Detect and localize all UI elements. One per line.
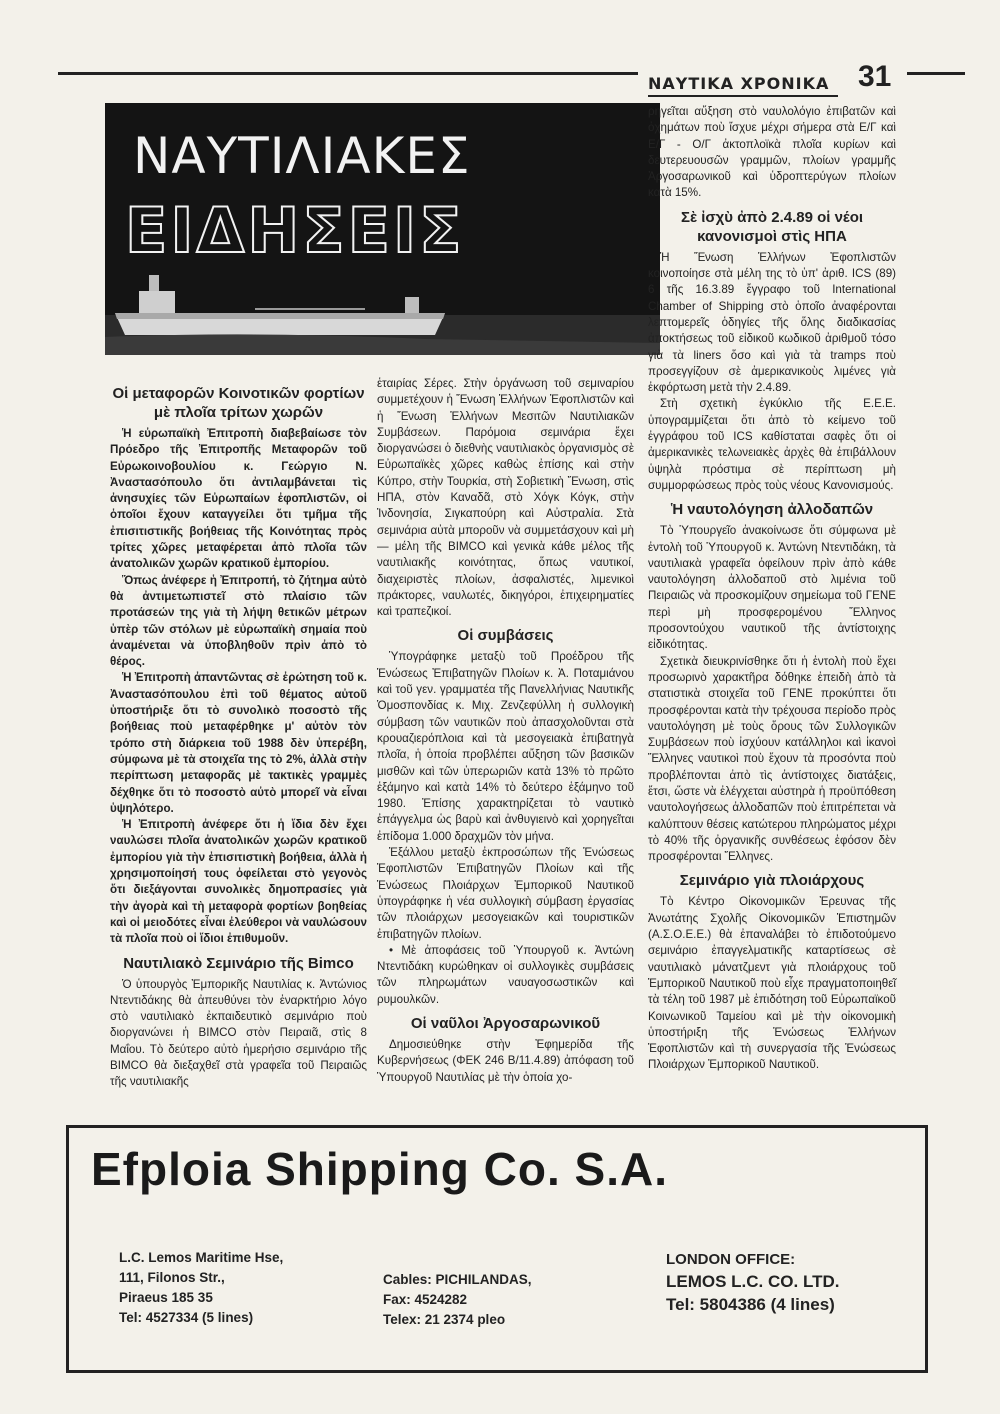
column-2 xyxy=(377,376,634,1086)
paragraph: Τὸ Κέντρο Οἰκονομικῶν Ἐρευνας τῆς Ἀνωτάτης Σχολῆς Οἰκονομικῶν Ἐπιστημῶν (Α.Σ.Ο.Ε.Ε.) θὰ ἐπαναλάβει τὸ ἐπιδοτούμενο σεμινάριο ἐπαγγελματικῆς καταρτίσεως σὲ ναυτιλιακὸ μάνατζμεντ γιὰ πλοιάρχους τοῦ Ἐμπορικοῦ Ναυτικοῦ ποὺ εἶχε πραγματοποιηθεῖ τὰ τέλη τοῦ 1987 μὲ ἐπιδότηση τοῦ Εὐρωπαϊκοῦ Κοινωνικοῦ Ταμείου καὶ μὲ τὴν οἰκονομικὴ ὑποστήριξη τῆς Ἑνώσεως Ἑλλήνων Ἐφοπλιστῶν καὶ τὴ συνεργασία τῆς Ἑνώσεως Πλοιάρχων Ἐμπορικοῦ Ναυτικοῦ. xyxy=(648,895,896,1072)
headline-foreign-crew: Ἡ ναυτολόγηση ἀλλοδαπῶν xyxy=(670,501,874,519)
ad-line: Cables: PICHILANDAS, xyxy=(383,1272,532,1287)
paragraph: Ἡ εὐρωπαϊκὴ Ἐπιτροπὴ διαβεβαίωσε τὸν Πρόεδρο τῆς Ἐπιτροπῆς Μεταφορῶν τοῦ Εὐρωκοινοβουλίου κ. Γεώργιο Ν. Ἀναστασόπουλο ὅτι ἀντιλαμβάνεται τὶς ἀνησυχίες τῶν Εὐρωπαίων ἐφοπλιστῶν, οἱ ὁποῖοι ἔχουν καταγγείλει ὅτι τμῆμα τῆς ἐπισιτιστικῆς βοήθειας τῆς Κοινότητας πρὸς τρίτες χῶρες μεταφέρεται ἀπὸ πλοῖα τῶν ἀνατολικῶν χωρῶν κρατικοῦ ἐμπορίου. xyxy=(110,427,367,571)
ad-company-name: Efploia Shipping Co. S.A. xyxy=(91,1143,668,1195)
ship-illustration xyxy=(105,253,660,355)
headline-community-cargo: Οἱ μεταφορῶν Κοινοτικῶν φορτίων μὲ πλοῖα τρίτων χωρῶν xyxy=(112,385,365,421)
section-banner xyxy=(105,103,660,355)
paragraph: Ἡ Ἐπιτροπὴ ἀπαντῶντας σὲ ἐρώτηση τοῦ κ. Ἀναστασόπουλου ἐπὶ τοῦ θέματος αὐτοῦ ὑποστήριξε ὅτι τὸ συνολικὸ ποσοστὸ τῆς βοήθειας ποὺ μεταφέρθηκε μ' αὐτὸν τὸν τρόπο στὴ διάρκεια τοῦ 1988 δὲν ὑπερέβη, σύμφωνα μὲ τὰ στοιχεῖα της τὸ 2%, ἀλλὰ στὴν περίπτωση μεταφορᾶς μὲ τακτικὲς γραμμὲς δέχθηκε ὅτι τὸ ποσοστὸ αὐτὸ μπορεῖ νὰ εἶναι ὑψηλότερο. xyxy=(110,671,367,815)
ad-london-office xyxy=(666,1250,839,1316)
ad-line: LONDON OFFICE: xyxy=(666,1251,796,1268)
ad-line: Telex: 21 2374 pleo xyxy=(383,1312,506,1327)
paragraph: Ἡ Ἕνωση Ἑλλήνων Ἐφοπλιστῶν κοινοποίησε στὰ μέλη της τὸ ὑπ' ἀριθ. ICS (89) 6 τῆς 16.3.89 ἔγγραφο τοῦ International Chamber of Shipping στὸ ὁποῖο ἀναφέρονται λεπτομερεῖς ὁδηγίες τῆς ὅλης διαδικασίας ἀποκτήσεως τοῦ εἰδικοῦ κωδικοῦ ἀριθμοῦ τόσο γιὰ τὰ liners ὅσο καὶ γιὰ τὰ tramps ποὺ προσεγγίζουν σὲ ἀμερικανικοὺς λιμένες γιὰ ἐκφόρτωση μετὰ τὴν 2.4.89. xyxy=(648,250,896,395)
paragraph: Τὸ Ὑπουργεῖο ἀνακοίνωσε ὅτι σύμφωνα μὲ ἐντολὴ τοῦ Ὑπουργοῦ κ. Ἀντώνη Ντεντιδάκη, τὰ ναυτιλιακὰ γραφεῖα ὀφείλουν πρὶν ἀπὸ κάθε ναυτολόγηση ἀλλοδαποῦ στὸ λιμένια τοῦ Πειραιῶς νὰ προσκομίζουν σημείωμα τοῦ ΓΕΝΕ περὶ μὴ προσφερομένου Ἕλληνος προσοντούχου ναυτικοῦ τῆς ἀντίστοιχης εἰδικότητας. xyxy=(648,524,896,652)
ad-piraeus-address xyxy=(119,1248,283,1328)
ad-cables-fax-telex xyxy=(383,1270,532,1330)
ad-line: Tel: 4527334 (5 lines) xyxy=(119,1310,254,1325)
paragraph: • Μὲ ἀποφάσεις τοῦ Ὑπουργοῦ κ. Ἀντώνη Ντεντιδάκη κυρώθηκαν οἱ συλλογικὲς συμβάσεις τῶν πληρωμάτων ναυαγοσωστικῶν καὶ ρυμουλκῶν. xyxy=(377,943,634,1006)
headline-captains-seminar: Σεμινάριο γιὰ πλοιάρχους xyxy=(679,872,865,890)
column-3 xyxy=(648,104,896,1074)
header-rule-right xyxy=(907,72,965,75)
headline-argosaronikos-fares: Οἱ ναῦλοι Ἀργοσαρωνικοῦ xyxy=(410,1014,601,1032)
advertisement-box xyxy=(66,1125,928,1373)
paragraph: Ὑπογράφηκε μεταξὺ τοῦ Προέδρου τῆς Ἑνώσεως Ἐπιβατηγῶν Πλοίων κ. Ἀ. Ποταμιάνου καὶ τοῦ γεν. γραμματέα τῆς Πανελλήνιας Ναυτικῆς Ὁμοσπονδίας κ. Μιχ. Ζενζεφύλλη ἡ συλλογικὴ σύμβαση τῶν ναυτικῶν ποὺ ἀπασχολοῦνται στὰ κρουαζιερόπλοια καὶ τὰ μεσογειακὰ ἐπιβατηγὰ πλοῖα, ἡ ὁποία προβλέπει αὔξηση τῶν βασικῶν μισθῶν καὶ τῶν ὑπερωριῶν κατὰ 13% τὸ πρῶτο ἑξάμηνο καὶ κατὰ 14% τὸ δεύτερο ἑξάμηνο τοῦ 1980. Ἐπίσης χαρακτηρίζεται τὸ ναυτικὸ ἐπάγγελμα ὡς βαρὺ καὶ ἀνθυγιεινὸ καὶ χορηγεῖται ἐπίδομα 1.000 δραχμῶν τὸν μήνα. xyxy=(377,650,634,843)
ad-line: Tel: 5804386 (4 lines) xyxy=(666,1295,835,1314)
column-1 xyxy=(110,378,367,1091)
headline-bimco-seminar: Ναυτιλιακὸ Σεμινάριο τῆς Bimco xyxy=(123,954,354,972)
paragraph: Δημοσιεύθηκε στὴν Ἐφημερίδα τῆς Κυβερνήσεως (ΦΕΚ 246 Β/11.4.89) ἀπόφαση τοῦ Ὑπουργοῦ Ναυτιλίας μὲ τὴν ὁποία χο- xyxy=(377,1037,634,1084)
paragraph: Ἐξάλλου μεταξὺ ἐκπροσώπων τῆς Ἑνώσεως Ἐφοπλιστῶν Ἐπιβατηγῶν Πλοίων καὶ τῆς Ἑνώσεως Πλοιάρχων Ἐμπορικοῦ Ναυτικοῦ ὑπογράφηκε ἡ νέα συλλογικὴ σύμβαση ἐργασίας τῶν πλοιάρχων μεσογειακῶν καὶ τουριστικῶν ἐπιβατηγῶν πλοίων. xyxy=(377,846,634,941)
header-rule-underline xyxy=(648,95,838,97)
headline-usa-regulations: Σὲ ἰσχὺ ἀπὸ 2.4.89 οἱ νέοι κανονισμοὶ στὶς ΗΠΑ xyxy=(680,208,864,245)
ad-line: LEMOS L.C. CO. LTD. xyxy=(666,1272,840,1291)
headline-agreements: Οἱ συμβάσεις xyxy=(457,627,554,645)
paragraph: Ὅπως ἀνέφερε ἡ Ἐπιτροπή, τὸ ζήτημα αὐτὸ θὰ ἀντιμετωπιστεῖ στὸ πλαίσιο τῶν προτάσεών της γιὰ τὴ λήψη θετικῶν μέτρων ὑπὲρ τῶν στόλων μὲ εὐρωπαϊκὴ σημαία ποὺ ἀναμένεται νὰ ὑποβληθοῦν πρὶν ἀπὸ τὸ θέρος. xyxy=(110,573,367,669)
header-rule-left xyxy=(58,72,638,75)
banner-title-line2: ΕΙΔΗΣΕΙΣ xyxy=(125,194,465,267)
paragraph: Στὴ σχετικὴ ἐγκύκλιο τῆς Ε.Ε.Ε. ὑπογραμμίζεται ὅτι ἀπὸ τὸ κείμενο τοῦ ἐγγράφου τοῦ ICS καθίσταται σαφὲς ὅτι οἱ ἀμερικανικὲς τελωνειακὲς ἀρχὲς θὰ ἐπιβάλλουν ὑψηλὰ πρόστιμα σὲ περίπτωση μὴ συμμορφώσεως πρὸς τοὺς νέους Κανονισμούς. xyxy=(648,397,896,492)
paragraph: Ὁ ὑπουργὸς Ἐμπορικῆς Ναυτιλίας κ. Ἀντώνιος Ντεντιδάκης θὰ ἀπευθύνει τὸν ἐναρκτήριο λόγο στὸ ναυτιλιακὸ ἐκπαιδευτικὸ σεμινάριο ποὺ διοργανώνει ἡ BIMCO στὸν Πειραιᾶ, στὶς 8 Μαΐου. Τὸ δεύτερο αὐτὸ ἡμερήσιο σεμινάριο τῆς BIMCO θὰ διεξαχθεῖ στὰ γραφεῖα τοῦ Πειραιῶς τῆς ναυτιλιακῆς xyxy=(110,977,367,1089)
page-number: 31 xyxy=(858,60,892,93)
ad-line: L.C. Lemos Maritime Hse, xyxy=(119,1250,284,1265)
paragraph: Ἡ Ἐπιτροπὴ ἀνέφερε ὅτι ἡ ἴδια δὲν ἔχει ναυλώσει πλοῖα ἀνατολικῶν χωρῶν κρατικοῦ ἐμπορίου γιὰ τὴν ἐπισιτιστικὴ βοήθεια, ἀλλὰ ἡ χρησιμοποίησή τους ὀφείλεται στὸ γεγονὸς ὅτι διεξάγονται συνολικὲς δημοπρασίες γιὰ τὴν ἀγορὰ καὶ τὴ μεταφορὰ φορτίων βοηθείας καὶ οἱ μειοδότες εἶναι ἐλεύθεροι νὰ ναυλώσουν τὰ πλοῖα ποὺ οἱ ἴδιοι ἐπιθυμοῦν. xyxy=(110,818,367,946)
banner-title-line1: ΝΑΥΤΙΛΙΑΚΕΣ xyxy=(133,127,471,185)
paragraph: ἑταιρίας Σέρες. Στὴν ὀργάνωση τοῦ σεμιναρίου συμμετέχουν ἡ Ἕνωση Ἑλλήνων Ἐφοπλιστῶν καὶ ἡ Ἕνωση Ἑλλήνων Μεσιτῶν Ναυτιλιακῶν Συμβάσεων. Παρόμοια σεμινάρια ἔχει διοργανώσει ὁ διεθνὴς ναυτιλιακὸς ὀργανισμὸς σὲ Εὐρωπαϊκὲς χῶρες καθὼς ἐπίσης καὶ στὴν Κύπρο, στὴν Τουρκία, στὴ Σοβιετικὴ Ἕνωση, στὶς ΗΠΑ, στὸν Καναδᾶ, στὸ Χόγκ Κόγκ, στὴν Ἰνδονησία, Σιγκαπούρη καὶ Αὐστραλία. Στὰ σεμινάρια αὐτὰ μποροῦν νὰ συμμετάσχουν καὶ μὴ — μέλη τῆς BIMCO καὶ γενικὰ κάθε μέλος τῆς ναυτιλιακῆς κοινότητας, ὅπως ναυτικοί, διαχειριστὲς πλοίων, ἀσφαλιστές, λιμενικοὶ πράκτορες, ναυλωτές, δικηγόροι, ἐπιχειρηματίες καὶ τραπεζικοί. xyxy=(377,377,634,619)
ad-line: 111, Filonos Str., xyxy=(119,1270,225,1285)
paragraph: ρηγεῖται αὔξηση στὸ ναυλολόγιο ἐπιβατῶν καὶ ὀχημάτων ποὺ ἴσχυε μέχρι σήμερα στὰ Ε/Γ καὶ Ε/Γ - Ο/Γ ἀκτοπλοϊκὰ πλοῖα κυρίων καὶ δευτερευουσῶν γραμμῶν, πλοίων γραμμῆς Ἀργοσαρωνικοῦ καὶ ὑδροπτερύγων πλοίων κατὰ 15%. xyxy=(648,105,896,200)
ad-line: Piraeus 185 35 xyxy=(119,1290,213,1305)
publication-name: ΝΑΥΤΙΚΑ ΧΡΟΝΙΚΑ xyxy=(648,74,830,93)
paragraph: Σχετικὰ διευκρινίσθηκε ὅτι ἡ ἐντολὴ ποὺ ἔχει προσωρινὸ χαρακτῆρα δόθηκε ἐπειδὴ ἀπὸ τὰ στατιστικὰ στοιχεῖα τοῦ ΓΕΝΕ προκύπτει ὅτι προσφέρονται κατὰ τὴν τρέχουσα περίοδο πρὸς ναυτολόγηση μὲ τοὺς ὅρους τῶν Συλλογικῶν Συμβάσεων ποὺ ἰσχύουν κατάλληλοι καὶ ἱκανοὶ Ἕλληνες ναυτικοὶ ποὺ ἔχουν τὰ προσόντα ποὺ προβλέπονται ἀπὸ τὶς ἀντίστοιχες διατάξεις, ἔτσι, ὥστε νὰ ἐλέγχεται αὐστηρὰ ἡ προϋπόθεση ναυτολογήσεως ἀλλοδαπῶν ποὺ ἐπιτρέπεται νὰ καλύπτουν θέσεις κατώτερου πληρώματος μέχρι τὸ 40% τῆς ὀργανικῆς συνθέσεως ἐφόσον δὲν προσφέρονται Ἕλληνες. xyxy=(648,654,896,864)
ad-line: Fax: 4524282 xyxy=(383,1292,468,1307)
